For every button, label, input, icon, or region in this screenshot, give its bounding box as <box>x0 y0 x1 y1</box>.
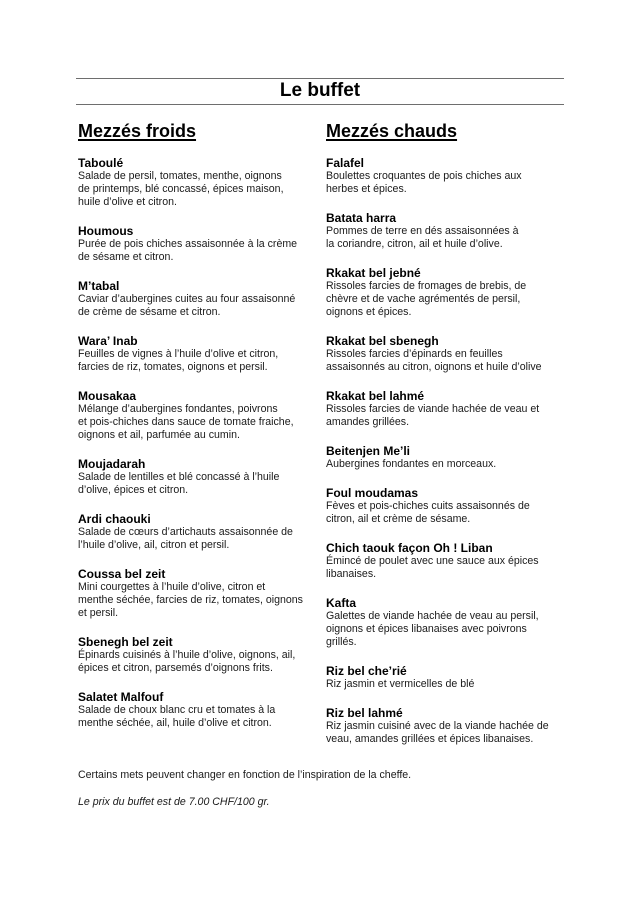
menu-item-description: Aubergines fondantes en morceaux. <box>326 458 497 470</box>
menu-item-name: Foul moudamas <box>326 486 419 500</box>
menu-item-name: Riz bel lahmé <box>326 706 403 720</box>
menu-item-name: Chich taouk façon Oh ! Liban <box>326 541 493 555</box>
menu-item-description: Émincé de poulet avec une sauce aux épices libanaises. <box>326 555 539 580</box>
menu-item-description: Feuilles de vignes à l’huile d’olive et citron, farcies de riz, tomates, oignons et persil. <box>78 348 279 373</box>
section-cold-mezzes <box>78 120 318 745</box>
menu-item-name: Rkakat bel sbenegh <box>326 334 439 348</box>
menu-item-name: Moujadarah <box>78 457 146 471</box>
menu-item <box>78 690 318 730</box>
menu-item <box>326 596 566 649</box>
menu-item-name: M’tabal <box>78 279 120 293</box>
menu-item <box>78 457 318 497</box>
menu-item-description: Salade de choux blanc cru et tomates à la menthe séchée, ail, huile d’olive et citron. <box>78 704 276 729</box>
menu-item-name: Ardi chaouki <box>78 512 151 526</box>
menu-item-description: Riz jasmin et vermicelles de blé <box>326 678 475 690</box>
menu-item-description: Mélange d’aubergines fondantes, poivrons et pois-chiches dans sauce de tomate fraiche, oignons et ail, parfumée au cumin. <box>78 403 294 441</box>
menu-item-description: Fèves et pois-chiches cuits assaisonnés de citron, ail et crème de sésame. <box>326 500 530 525</box>
menu-item-description: Pommes de terre en dés assaisonnées à la coriandre, citron, ail et huile d’olive. <box>326 225 519 250</box>
price-note: Le prix du buffet est de 7.00 CHF/100 gr. <box>78 796 270 808</box>
menu-item-description: Purée de pois chiches assaisonnée à la crème de sésame et citron. <box>78 238 298 263</box>
menu-item <box>326 389 566 429</box>
section-hot-mezzes <box>326 120 566 761</box>
menu-item-name: Salatet Malfouf <box>78 690 164 704</box>
change-notice: Certains mets peuvent changer en fonction de l’inspiration de la cheffe. <box>78 769 412 781</box>
title-bottom-rule <box>76 104 564 105</box>
menu-item <box>78 224 318 264</box>
menu-item-name: Coussa bel zeit <box>78 567 166 581</box>
menu-item <box>78 334 318 374</box>
menu-item <box>326 541 566 581</box>
menu-item-description: Rissoles farcies de fromages de brebis, de chèvre et de vache agrémentés de persil, oignons et épices. <box>326 280 527 318</box>
menu-item <box>326 486 566 526</box>
menu-item-name: Taboulé <box>78 156 124 170</box>
menu-item-name: Rkakat bel jebné <box>326 266 421 280</box>
menu-item-list <box>326 156 566 746</box>
menu-item-description: Riz jasmin cuisiné avec de la viande hachée de veau, amandes grillées et épices libanaises. <box>326 720 549 745</box>
menu-item-description: Salade de cœurs d’artichauts assaisonnée de l’huile d’olive, ail, citron et persil. <box>78 526 293 551</box>
menu-item <box>78 156 318 209</box>
menu-item-description: Rissoles farcies d’épinards en feuilles assaisonnés au citron, oignons et huile d’olive <box>326 348 542 373</box>
menu-item <box>326 444 566 471</box>
menu-item <box>78 279 318 319</box>
menu-item-description: Boulettes croquantes de pois chiches aux herbes et épices. <box>326 170 522 195</box>
menu-item <box>78 512 318 552</box>
menu-item <box>326 664 566 691</box>
menu-item-list <box>78 156 318 730</box>
menu-item-description: Épinards cuisinés à l’huile d’olive, oignons, ail, épices et citron, parsemés d’oignons frits. <box>78 649 296 674</box>
menu-item-name: Kafta <box>326 596 357 610</box>
menu-item-name: Mousakaa <box>78 389 137 403</box>
menu-item-name: Sbenegh bel zeit <box>78 635 173 649</box>
menu-item <box>78 389 318 442</box>
menu-item <box>78 567 318 620</box>
menu-item-name: Beitenjen Me’li <box>326 444 411 458</box>
menu-item-name: Batata harra <box>326 211 397 225</box>
menu-item <box>326 211 566 251</box>
menu-item <box>326 156 566 196</box>
menu-item <box>326 334 566 374</box>
menu-item <box>326 706 566 746</box>
page-title: Le buffet <box>279 80 361 101</box>
menu-item-name: Rkakat bel lahmé <box>326 389 425 403</box>
menu-item-description: Caviar d’aubergines cuites au four assaisonné de crème de sésame et citron. <box>78 293 296 318</box>
menu-item-description: Salade de lentilles et blé concassé à l’huile d’olive, épices et citron. <box>78 471 280 496</box>
title-top-rule <box>76 78 564 79</box>
menu-item-description: Mini courgettes à l’huile d’olive, citron et menthe séchée, farcies de riz, tomates, oignons et persil. <box>78 581 303 619</box>
menu-item-name: Riz bel che’rié <box>326 664 407 678</box>
section-heading: Mezzés chauds <box>326 121 458 141</box>
section-heading: Mezzés froids <box>78 121 197 141</box>
menu-item-name: Houmous <box>78 224 134 238</box>
menu-item-description: Rissoles farcies de viande hachée de veau et amandes grillées. <box>326 403 540 428</box>
menu-item-name: Falafel <box>326 156 365 170</box>
menu-item <box>78 635 318 675</box>
menu-item-name: Wara’ Inab <box>78 334 138 348</box>
menu-item-description: Salade de persil, tomates, menthe, oignons de printemps, blé concassé, épices maison, huile d’olive et citron. <box>78 170 284 208</box>
menu-item <box>326 266 566 319</box>
menu-item-description: Galettes de viande hachée de veau au persil, oignons et épices libanaises avec poivrons grillés. <box>326 610 539 648</box>
